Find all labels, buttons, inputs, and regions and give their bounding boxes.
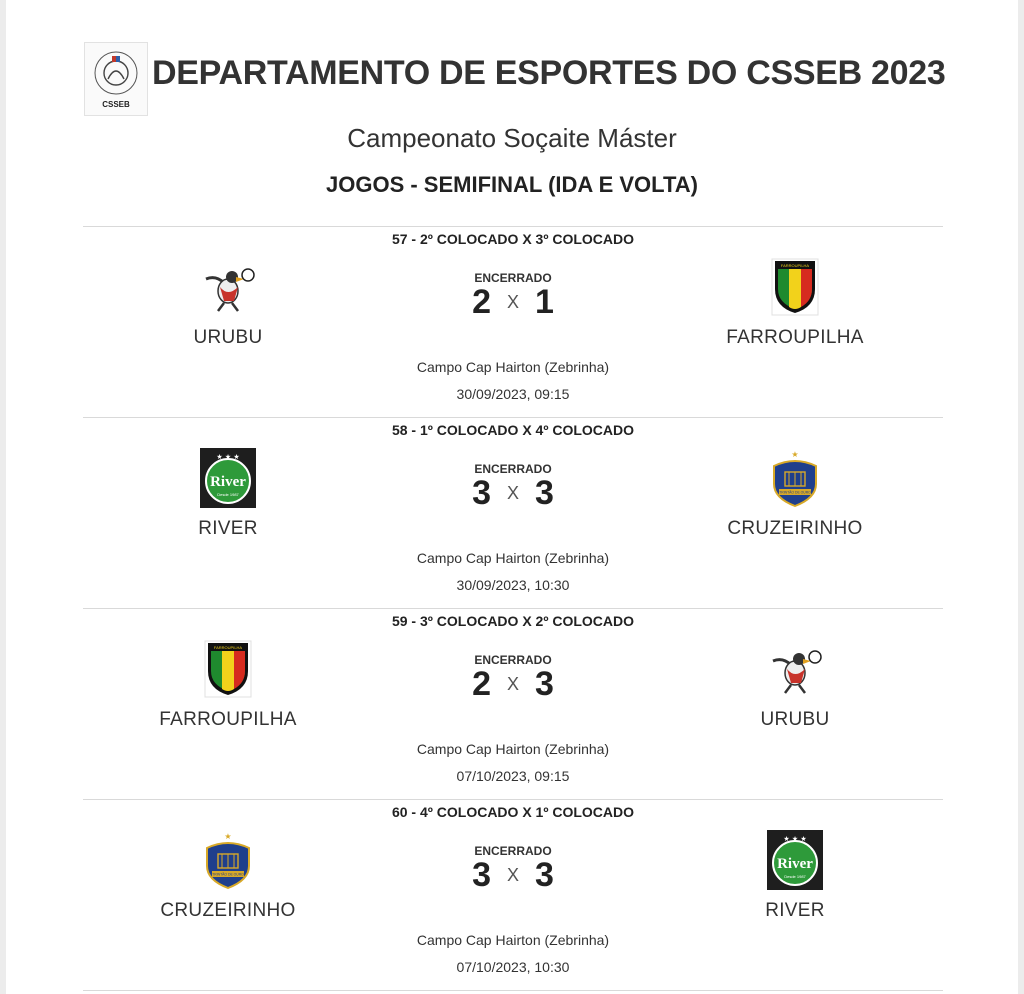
river-crest-icon — [765, 830, 825, 890]
svg-text:★: ★ — [791, 450, 799, 459]
crest-label: FARROUPILHA — [780, 263, 810, 268]
match-title: 57 - 2º COLOCADO X 3º COLOCADO — [391, 231, 635, 247]
score-separator: X — [506, 865, 519, 885]
score-block — [363, 462, 663, 513]
team-name: RIVER — [765, 900, 825, 921]
urubu-crest-icon — [765, 639, 825, 699]
away-team[interactable] — [695, 257, 895, 349]
team-name: FARROUPILHA — [726, 327, 864, 348]
score-separator: X — [506, 674, 519, 694]
svg-text:★: ★ — [224, 832, 232, 841]
header — [6, 40, 1018, 116]
match-title: 59 - 3º COLOCADO X 2º COLOCADO — [391, 613, 635, 629]
farroupilha-crest-icon — [198, 639, 258, 699]
home-team[interactable] — [128, 830, 328, 922]
match-card — [83, 226, 943, 417]
away-score: 3 — [535, 665, 554, 703]
home-score: 2 — [472, 665, 491, 703]
home-score: 2 — [472, 283, 491, 321]
crest-label: Desde 1987 — [217, 492, 239, 497]
cruzeirinho-crest-icon — [198, 830, 258, 890]
score-separator: X — [506, 483, 519, 503]
team-name: CRUZEIRINHO — [160, 900, 296, 921]
team-name: CRUZEIRINHO — [727, 518, 863, 539]
team-name: FARROUPILHA — [159, 709, 297, 730]
status-badge: ENCERRADO — [474, 462, 552, 476]
page — [6, 0, 1018, 994]
venue: Campo Cap Hairton (Zebrinha) — [416, 932, 610, 948]
crest-label: TRINTÃO DE OURO — [779, 490, 811, 495]
status-badge: ENCERRADO — [474, 844, 552, 858]
score — [363, 856, 663, 895]
team-name: URUBU — [760, 709, 830, 730]
score-block — [363, 844, 663, 895]
status-badge: ENCERRADO — [474, 271, 552, 285]
urubu-crest-icon — [198, 257, 258, 317]
home-team[interactable] — [128, 448, 328, 540]
match-card — [83, 799, 943, 991]
match-card — [83, 417, 943, 608]
score-block — [363, 271, 663, 322]
match-datetime: 07/10/2023, 09:15 — [456, 768, 570, 784]
match-datetime: 07/10/2023, 10:30 — [456, 959, 570, 975]
stage-title: JOGOS - SEMIFINAL (IDA E VOLTA) — [326, 172, 698, 197]
score-block — [363, 653, 663, 704]
match-list — [83, 226, 943, 991]
river-crest-icon — [198, 448, 258, 508]
csseb-logo-icon — [85, 43, 147, 115]
crest-label: TRINTÃO DE OURO — [212, 872, 244, 877]
home-team[interactable] — [128, 639, 328, 731]
venue: Campo Cap Hairton (Zebrinha) — [416, 741, 610, 757]
venue: Campo Cap Hairton (Zebrinha) — [416, 550, 610, 566]
home-score: 3 — [472, 856, 491, 894]
match-title: 58 - 1º COLOCADO X 4º COLOCADO — [391, 422, 635, 438]
team-name: URUBU — [193, 327, 263, 348]
match-datetime: 30/09/2023, 10:30 — [456, 577, 570, 593]
championship-name: Campeonato Soçaite Máster — [347, 123, 677, 153]
match-datetime: 30/09/2023, 09:15 — [456, 386, 570, 402]
csseb-logo — [84, 42, 148, 116]
svg-text:★ ★ ★: ★ ★ ★ — [783, 835, 807, 843]
match-title: 60 - 4º COLOCADO X 1º COLOCADO — [391, 804, 635, 820]
match-card — [83, 608, 943, 799]
away-team[interactable] — [695, 448, 895, 540]
away-team[interactable] — [695, 639, 895, 731]
home-score: 3 — [472, 474, 491, 512]
crest-label: River — [777, 856, 813, 872]
score-separator: X — [506, 292, 519, 312]
crest-label: River — [210, 474, 246, 490]
logo-text: CSSEB — [102, 100, 130, 109]
page-title: DEPARTAMENTO DE ESPORTES DO CSSEB 2023 — [152, 54, 946, 92]
away-score: 1 — [535, 283, 554, 321]
crest-label: FARROUPILHA — [213, 645, 243, 650]
status-badge: ENCERRADO — [474, 653, 552, 667]
venue: Campo Cap Hairton (Zebrinha) — [416, 359, 610, 375]
team-name: RIVER — [198, 518, 258, 539]
away-score: 3 — [535, 856, 554, 894]
svg-text:★ ★ ★: ★ ★ ★ — [216, 453, 240, 461]
score — [363, 665, 663, 704]
cruzeirinho-crest-icon — [765, 448, 825, 508]
home-team[interactable] — [128, 257, 328, 349]
score — [363, 474, 663, 513]
crest-label: Desde 1987 — [784, 874, 806, 879]
farroupilha-crest-icon — [765, 257, 825, 317]
away-score: 3 — [535, 474, 554, 512]
away-team[interactable] — [695, 830, 895, 922]
score — [363, 283, 663, 322]
